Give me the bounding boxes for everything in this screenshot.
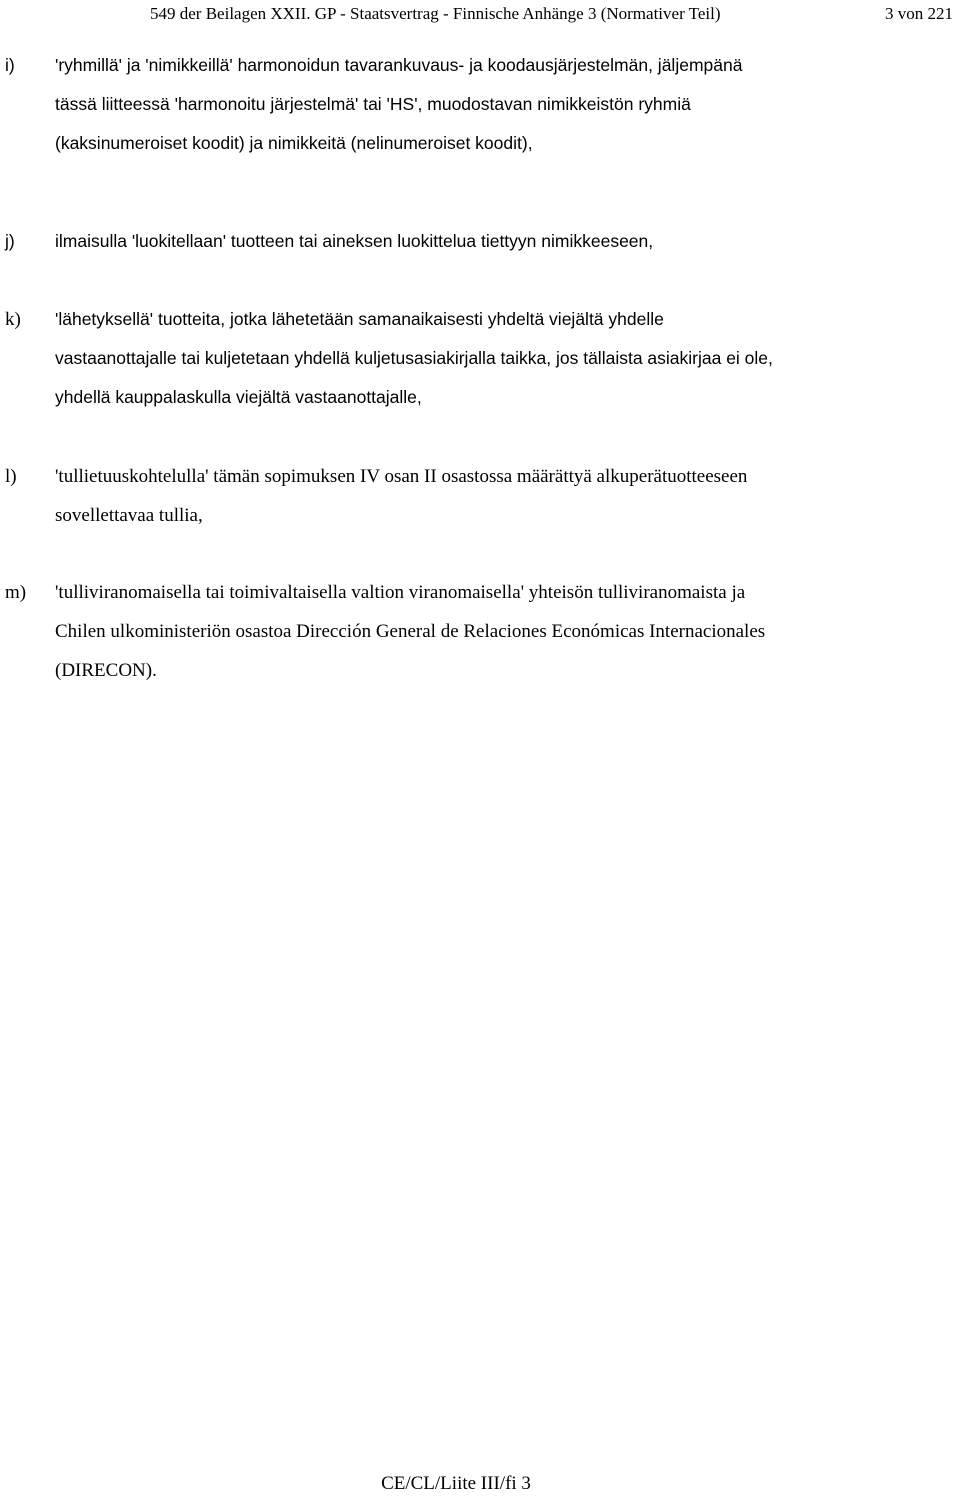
- item-label: k): [5, 309, 21, 330]
- item-text: [55, 573, 955, 690]
- text-line: 'ryhmillä' ja 'nimikkeillä' harmonoidun tavarankuvaus- ja koodausjärjestelmän, jäljempänä: [55, 55, 743, 75]
- text-line: 'lähetyksellä' tuotteita, jotka lähetetään samanaikaisesti yhdeltä viejältä yhdelle: [55, 309, 664, 329]
- text-line: sovellettavaa tullia,: [55, 505, 203, 526]
- item-label: j): [5, 231, 15, 251]
- item-text: [55, 222, 955, 261]
- item-text: [55, 457, 955, 535]
- item-label: m): [5, 582, 27, 603]
- page-header: [0, 4, 960, 32]
- item-label: l): [5, 466, 17, 487]
- text-line: 'tullietuuskohtelulla' tämän sopimuksen IV osan II osastossa määrättyä alkuperätuotteeseen: [55, 466, 748, 487]
- item-text: [55, 300, 955, 417]
- text-line: tässä liitteessä 'harmonoitu järjestelmä' tai 'HS', muodostavan nimikkeistön ryhmiä: [55, 94, 691, 114]
- document-title: 549 der Beilagen XXII. GP - Staatsvertrag - Finnische Anhänge 3 (Normativer Teil): [150, 4, 721, 23]
- page-number: 3 von 221: [885, 4, 953, 23]
- text-line: ilmaisulla 'luokitellaan' tuotteen tai aineksen luokittelua tiettyyn nimikkeeseen,: [55, 231, 654, 251]
- document-reference: CE/CL/Liite III/fi 3: [381, 1473, 531, 1494]
- item-label: i): [5, 55, 15, 75]
- text-line: yhdellä kauppalaskulla viejältä vastaanottajalle,: [55, 387, 422, 407]
- text-line: Chilen ulkoministeriön osastoa Dirección General de Relaciones Económicas Internacionales: [55, 621, 766, 642]
- item-text: [55, 46, 955, 163]
- text-line: 'tulliviranomaisella tai toimivaltaisella valtion viranomaisella' yhteisön tulliviranomaista ja: [55, 582, 746, 603]
- text-line: (DIRECON).: [55, 660, 157, 681]
- text-line: vastaanottajalle tai kuljetetaan yhdellä kuljetusasiakirjalla taikka, jos tällaista asiakirjaa ei ole,: [55, 348, 773, 368]
- text-line: (kaksinumeroiset koodit) ja nimikkeitä (nelinumeroiset koodit),: [55, 133, 533, 153]
- page-footer: [0, 1472, 960, 1496]
